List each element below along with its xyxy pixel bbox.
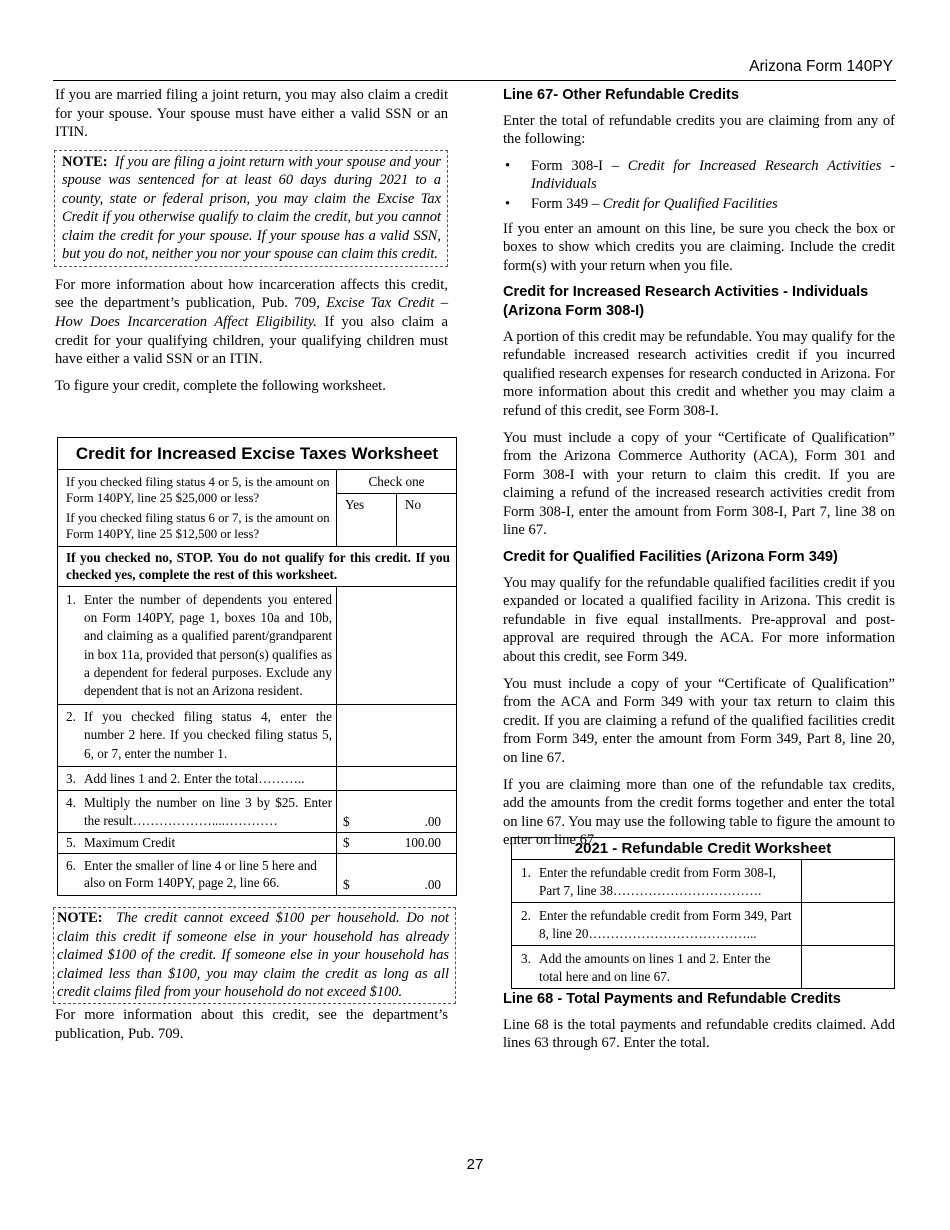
pub-709-title: Excise Tax Credit – How Does Incarceration Affect Eligibility. [55,295,448,330]
right-column [503,86,895,858]
form-number: Form 349 – [531,195,600,212]
line-text: Multiply the number on line 3 by $25. Enter the result………………....………… [84,795,332,828]
more-info-paragraph: For more information about this credit, see the department’s publication, Pub. 709. [55,1007,448,1042]
refundable-line-2-field[interactable] [802,903,894,945]
refundable-line-2 [512,903,894,946]
line-text: Enter the number of dependents you entered on Form 140PY, page 1, boxes 10a and 10b, and claiming as a qualified parent/grandparent in box 11a, provided that person(s) qualifies as a dependent for federal purposes. Exclude any dependent that is not an Arizona resident. [84,592,332,699]
worksheet-line-1 [58,587,456,705]
line-68-paragraph: Line 68 is the total payments and refundable credits claimed. Add lines 63 through 67. Enter the total. [503,1016,895,1052]
research-paragraph-2: You must include a copy of your “Certificate of Qualification” from the Arizona Commerce Authority (ACA), Form 301 and Form 308-I with your return to claim this credit. If you are claiming a refund of the increased research activities credit from Form 308-I, enter the amount from Form 308-I, Part 7, line 38 on line 67. [503,429,895,539]
research-credit-heading: Credit for Increased Research Activities - Individuals (Arizona Form 308-I) [503,284,869,319]
worksheet-line-6 [58,854,456,895]
line-text: Add lines 1 and 2. Enter the total……….. [84,770,305,786]
line-number: 5. [66,835,76,851]
eligibility-questions [58,470,337,546]
line-number: 2. [521,908,531,923]
form-number: Form 308-I – [531,157,620,174]
household-limit-note [53,907,456,1004]
facilities-credit-heading: Credit for Qualified Facilities (Arizona Form 349) [503,549,838,566]
eligibility-question-2: If you checked filing status 6 or 7, is the amount on Form 140PY, line 25 $12,500 or less? [66,511,330,541]
note-label: NOTE: [57,910,103,926]
worksheet-line-4 [58,791,456,833]
excise-tax-worksheet [57,437,457,896]
line-number: 2. [66,709,76,725]
facilities-paragraph-1: You may qualify for the refundable qualified facilities credit if you expanded or located a qualified facility in Arizona. This credit is refundable in five equal installments. Pre-approval and post-approval are required through the ACA. For more information about this credit, see Form 349. [503,574,895,666]
incarceration-info-paragraph [55,276,448,369]
eligibility-row [58,470,456,547]
no-checkbox[interactable]: No [405,497,422,512]
line-5-amount-field [337,833,456,853]
list-item [503,195,895,214]
line-text: Enter the refundable credit from Form 308-I, Part 7, line 38……………………………. [539,865,776,898]
yes-checkbox[interactable]: Yes [337,494,397,546]
form-title-header: Arizona Form 140PY [749,58,893,75]
left-column [55,86,448,403]
line-text: If you checked filing status 4, enter the number 2 here. If you checked filing status 5, 6, or 7, enter the number 1. [84,709,332,761]
worksheet-line-2 [58,705,456,767]
stop-instruction: If you checked no, STOP. You do not qualify for this credit. If you checked yes, complete the rest of this worksheet. [58,547,456,587]
line-number: 1. [66,592,76,607]
line-68-heading: Line 68 - Total Payments and Refundable Credits [503,991,841,1007]
research-paragraph-1: A portion of this credit may be refundable. You may qualify for the refundable increased research activities credit if you incurred qualified research expenses for research conducted in Arizona. For more information about this credit and whether you may claim a refund of this credit, see Form 308-I. [503,328,895,419]
line-3-amount-field[interactable] [337,767,456,791]
dollar-sign: $ [343,876,350,892]
line-67-heading: Line 67- Other Refundable Credits [503,87,739,103]
note-label: NOTE: [62,153,108,170]
facilities-paragraph-3: If you are claiming more than one of the refundable tax credits, add the amounts from the credit forms together and enter the total on line 67. You may use the following table to figure the amount to enter on line 67. [503,776,895,849]
worksheet-title: Credit for Increased Excise Taxes Worksheet [58,438,456,470]
header-rule [53,80,896,81]
check-one-label: Check one [337,470,456,494]
line-1-amount-field[interactable] [337,587,456,704]
form-title: Credit for Qualified Facilities [602,195,778,212]
incarceration-info-text-a: For more information about how incarceration affects this credit, see the department’s publication, Pub. 709, [55,276,448,312]
maximum-credit-amount: 100.00 [404,834,441,850]
line-text: Enter the refundable credit from Form 349, Part 8, line 20………………………………... [539,908,792,941]
line-number: 4. [66,795,76,811]
line-2-amount-field[interactable] [337,705,456,766]
incarceration-info-text-b: If you also claim a credit for your qualifying children, your qualifying children must have either a valid SSN or an ITIN. [55,313,448,368]
line-4-amount: .00 [424,814,441,830]
spouse-incarceration-note [54,150,448,267]
line-number: 1. [521,865,531,880]
spouse-paragraph: If you are married filing a joint return, you may also claim a credit for your spouse. Your spouse must have either a valid SSN or an ITIN. [55,87,448,141]
worksheet-line-5 [58,833,456,854]
worksheet-intro: To figure your credit, complete the following worksheet. [55,377,386,394]
line-text: Add the amounts on lines 1 and 2. Enter the total here and on line 67. [539,951,771,984]
worksheet-title: 2021 - Refundable Credit Worksheet [512,838,894,860]
worksheet-line-3 [58,767,456,792]
line-67-instructions: If you enter an amount on this line, be sure you check the box or boxes to show which credits you are claiming. Include the credit form(s) with your return when you file. [503,220,895,274]
line-number: 6. [66,857,76,873]
refundable-line-3-field[interactable] [802,946,894,988]
note-text: The credit cannot exceed $100 per household. Do not claim this credit if someone else in your household has already claimed $100 of the credit. If someone else in your household has claimed less than $100, you may claim the credit as long as all credit claims filed from your household do not exceed $100. [57,910,449,1000]
eligibility-question-1: If you checked filing status 4 or 5, is the amount on Form 140PY, line 25 $25,000 or less? [66,475,330,505]
refundable-credit-worksheet [511,837,895,989]
refundable-line-1 [512,860,894,903]
form-title: Credit for Increased Research Activities - Individuals [531,157,895,193]
line-67-intro: Enter the total of refundable credits you are claiming from any of the following: [503,112,895,148]
line-number: 3. [521,951,531,966]
page-number: 27 [466,1156,484,1173]
line-6-amount-field[interactable] [337,854,456,895]
credit-form-list [503,157,895,214]
check-one-cell [337,470,456,546]
dollar-sign: $ [343,834,350,850]
line-number: 3. [66,770,76,786]
refundable-line-1-field[interactable] [802,860,894,902]
line-4-amount-field[interactable] [337,791,456,832]
facilities-paragraph-2: You must include a copy of your “Certificate of Qualification” from the ACA and Form 349 with your tax return to claim this credit. If you are claiming a refund of the qualified facilities credit from Form 349, enter the amount from Form 349, Part 8, line 20, on line 67. [503,675,895,766]
line-6-amount: .00 [424,876,441,892]
refundable-line-3 [512,946,894,988]
list-item [503,157,895,194]
left-closing [55,1006,448,1051]
line-text: Enter the smaller of line 4 or line 5 here and also on Form 140PY, page 2, line 66. [84,857,317,891]
right-closing [503,990,895,1061]
line-text: Maximum Credit [84,835,176,851]
dollar-sign: $ [343,814,350,830]
note-text: If you are filing a joint return with your spouse and your spouse was sentenced for at least 60 days during 2021 to a county, state or federal prison, you may claim the Excise Tax Credit if you otherwise qualify to claim the credit, but you cannot claim the credit for your spouse. If your spouse has a valid SSN, but you do not, neither you nor your spouse can claim this credit. [62,153,441,263]
